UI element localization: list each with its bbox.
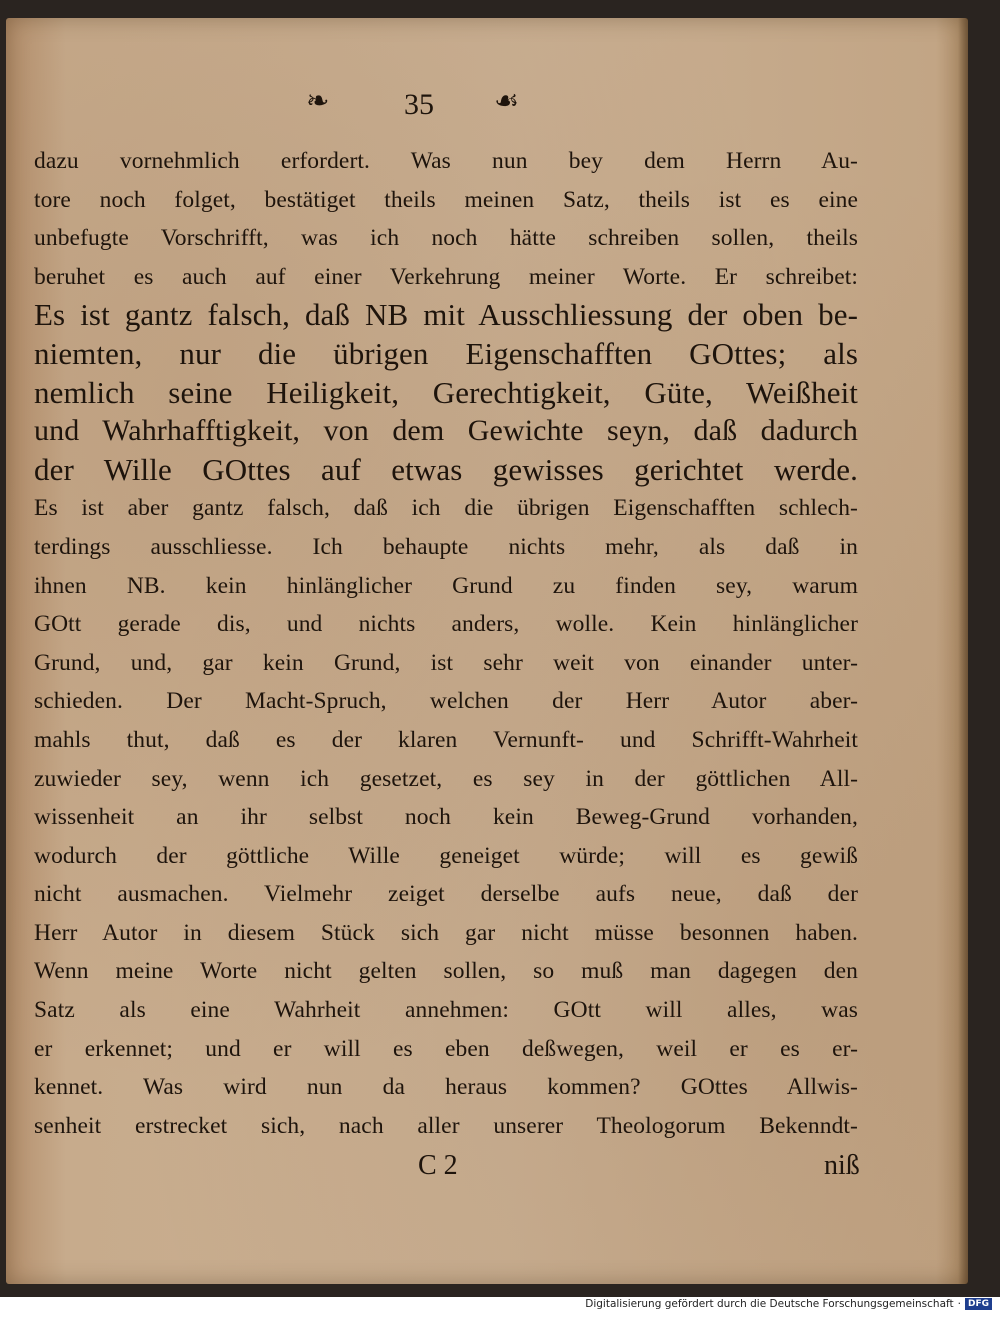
signature-mark: C 2	[418, 1150, 458, 1181]
ornament-right-icon: ☙	[494, 84, 520, 117]
text-line: nicht ausmachen. Vielmehr zeiget derselbe aufs neue, daß der	[34, 881, 858, 908]
text-line: und Wahrhafftigkeit, von dem Gewichte seyn, daß dadurch	[34, 414, 858, 448]
text-line: nemlich seine Heiligkeit, Gerechtigkeit, Güte, Weißheit	[34, 374, 858, 410]
text-line: Es ist gantz falsch, daß NB mit Ausschliessung der oben be-	[34, 297, 858, 333]
text-line: der Wille GOttes auf etwas gewisses gerichtet werde.	[34, 451, 858, 487]
text-line: tore noch folget, bestätiget theils meinen Satz, theils ist es eine	[34, 186, 858, 213]
page-header	[6, 84, 968, 128]
text-line: er erkennet; und er will es eben deßwegen, weil er es er-	[34, 1035, 858, 1062]
digitization-credit	[585, 1297, 992, 1311]
text-line: wodurch der göttliche Wille geneiget würde; will es gewiß	[34, 842, 858, 869]
text-line: Grund, und, gar kein Grund, ist sehr weit von einander unter-	[34, 649, 858, 676]
text-line: beruhet es auch auf einer Verkehrung meiner Worte. Er schreibet:	[34, 263, 858, 290]
book-page	[6, 18, 968, 1284]
text-line: Satz als eine Wahrheit annehmen: GOtt will alles, was	[34, 997, 858, 1024]
text-line: mahls thut, daß es der klaren Vernunft- und Schrifft-Wahrheit	[34, 726, 858, 753]
credit-separator: ·	[957, 1298, 961, 1310]
catchword: niß	[824, 1150, 860, 1181]
ornament-left-icon: ❧	[306, 84, 330, 117]
text-line: zuwieder sey, wenn ich gesetzet, es sey in der göttlichen All-	[34, 765, 858, 792]
text-line: Wenn meine Worte nicht gelten sollen, so muß man dagegen den	[34, 958, 858, 985]
credit-text: Digitalisierung gefördert durch die Deutsche Forschungsgemeinschaft	[585, 1298, 954, 1310]
text-line: dazu vornehmlich erfordert. Was nun bey dem Herrn Au-	[34, 148, 858, 174]
text-line: senheit erstrecket sich, nach aller unserer Theologorum Bekenndt-	[34, 1112, 858, 1139]
page-edge-shadow	[958, 18, 968, 1284]
page-footer	[6, 1150, 968, 1190]
text-line: unbefugte Vorschrifft, was ich noch hätte schreiben sollen, theils	[34, 225, 858, 252]
page-number: 35	[404, 88, 434, 121]
text-line: Es ist aber gantz falsch, daß ich die übrigen Eigenschafften schlech-	[34, 495, 858, 522]
text-line: niemten, nur die übrigen Eigenschafften GOttes; als	[34, 335, 858, 371]
text-line: terdings ausschliesse. Ich behaupte nichts mehr, als daß in	[34, 533, 858, 560]
text-line: GOtt gerade dis, und nichts anders, wolle. Kein hinlänglicher	[34, 611, 858, 638]
text-line: kennet. Was wird nun da heraus kommen? GOttes Allwis-	[34, 1074, 858, 1101]
dfg-logo-icon: DFG	[965, 1298, 992, 1310]
text-line: ihnen NB. kein hinlänglicher Grund zu finden sey, warum	[34, 572, 858, 599]
text-line: schieden. Der Macht-Spruch, welchen der Herr Autor aber-	[34, 688, 858, 715]
text-line: Herr Autor in diesem Stück sich gar nicht müsse besonnen haben.	[34, 919, 858, 946]
text-line: wissenheit an ihr selbst noch kein Beweg-Grund vorhanden,	[34, 804, 858, 831]
body-text	[34, 142, 858, 1145]
